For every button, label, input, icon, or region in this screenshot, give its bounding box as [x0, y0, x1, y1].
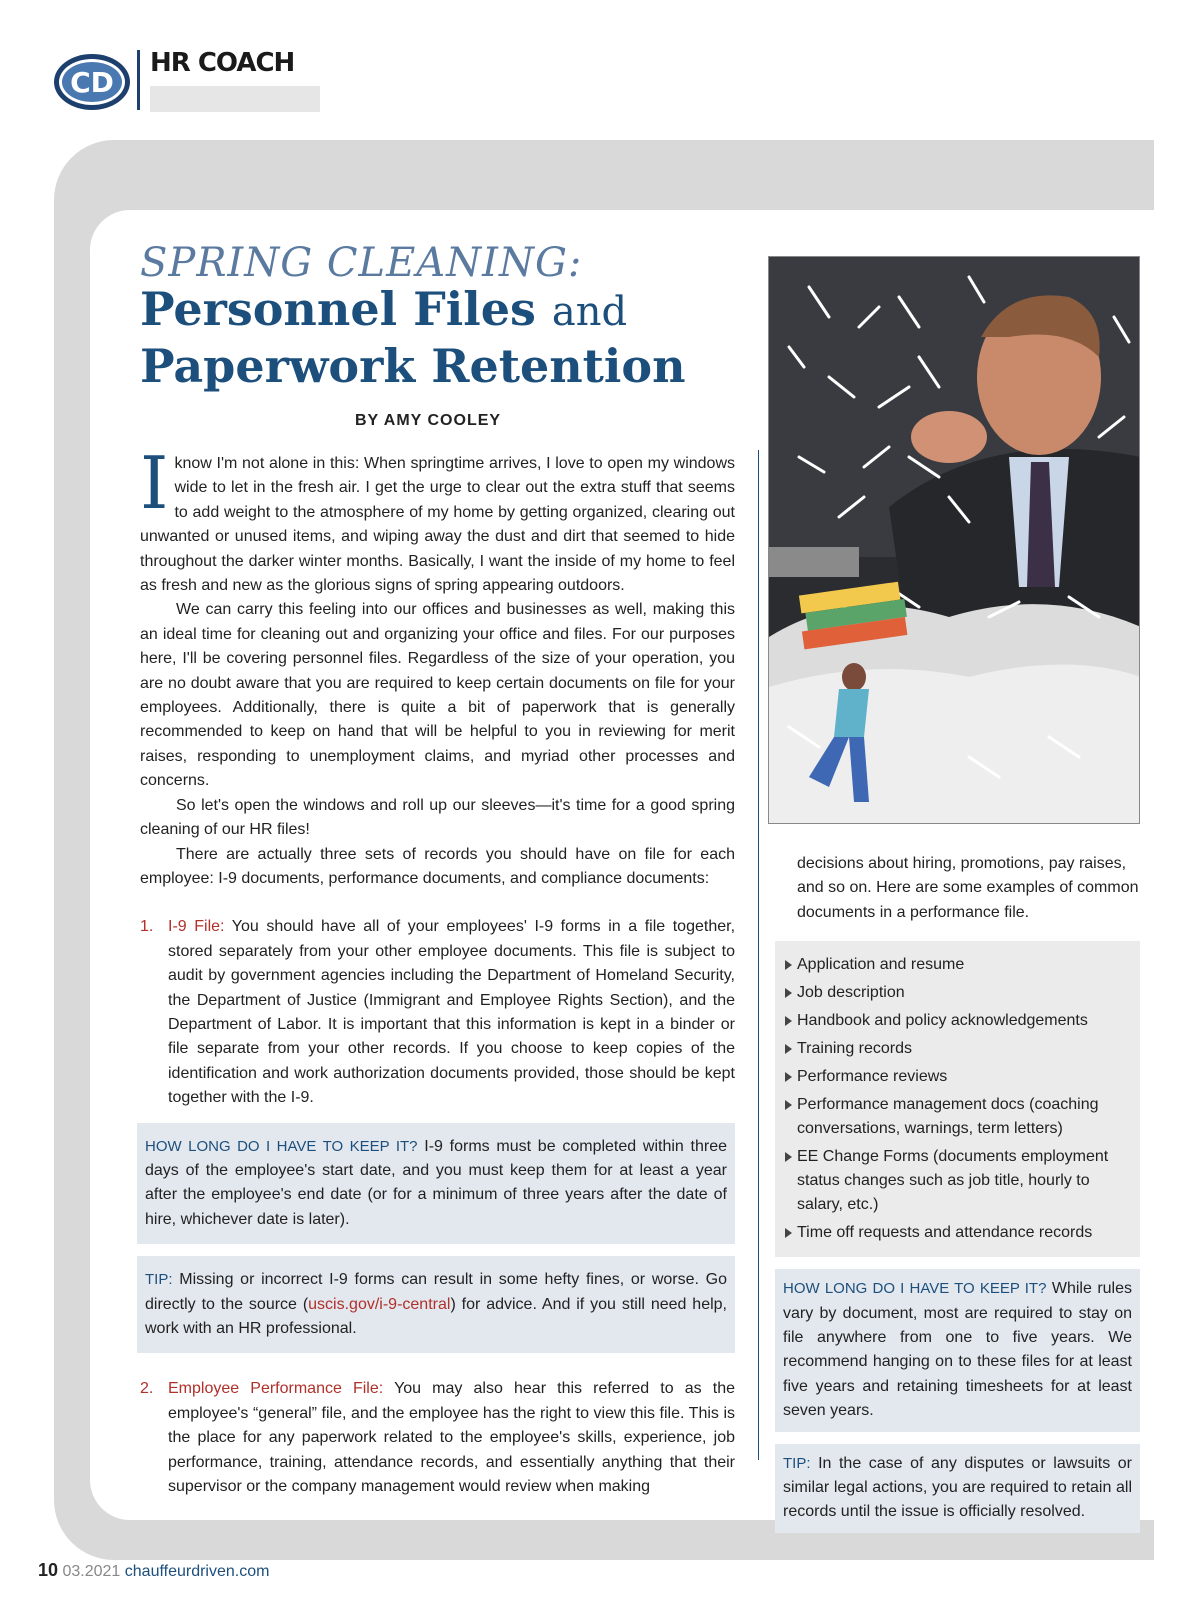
article-body-left: [140, 441, 736, 1499]
list-item: Performance reviews: [783, 1065, 1132, 1089]
article-photo: [768, 256, 1140, 824]
list-item-i9-file: [140, 915, 735, 1110]
tip-text: Missing or incorrect I-9 forms can result in some hefty fines, or worse. Go directly to the source (: [145, 1271, 727, 1313]
keep-duration-box-i9: [137, 1123, 735, 1245]
tip-box-i9: [137, 1256, 735, 1353]
website-link[interactable]: chauffeurdriven.com: [124, 1563, 270, 1580]
list-item: Training records: [783, 1037, 1132, 1061]
tip-text-after: ) for advice. And if you still need help, work with an HR professional.: [145, 1295, 727, 1337]
records-list-cont: [140, 1377, 735, 1499]
publication-logo: [52, 52, 132, 112]
page-number: 10: [38, 1560, 59, 1580]
article-body-right: [775, 852, 1140, 1533]
paragraph-3: So let's open the windows and roll up our sleeves—it's time for a good spring cleaning of our HR files!: [140, 796, 735, 839]
headline-and: and: [551, 289, 628, 335]
box-text: I-9 forms must be completed within three days of the employee's start date, and you must keep them for at least a year after the employee's end date (or for a minimum of three years after the date of hire, whichever date is later).: [145, 1137, 728, 1228]
tip-label: TIP:: [783, 1454, 811, 1472]
issue-date: 03.2021: [62, 1563, 121, 1580]
article-kicker: SPRING CLEANING:: [140, 240, 583, 286]
list-item-label: I-9 File:: [168, 918, 225, 936]
section-title: HR COACH: [150, 48, 295, 78]
box-label: HOW LONG DO I HAVE TO KEEP IT?: [145, 1137, 418, 1155]
list-item-text: You should have all of your employees' I-9 forms in a file together, stored separately from your other employee documents. This file is subject to audit by government agencies including the Department of Homeland Security, the Department of Justice (Immigrant and Employee Rights Section), and the Department of Labor. It is important that this information is kept in a binder or file separate from your other records. If you choose to keep copies of the identification and work authorization documents provided, those should be kept together with the I-9.: [168, 918, 736, 1107]
list-item-text: You may also hear this referred to as the employee's “general” file, and the employee has the right to view this file. This is the place for any paperwork related to the employee's skills, experience, job performance, training, attendance records, and essentially anything that their supervisor or the company management would review when making: [168, 1380, 736, 1496]
performance-docs-list: [775, 941, 1140, 1257]
box-label: HOW LONG DO I HAVE TO KEEP IT?: [783, 1280, 1047, 1298]
svg-text:CD: CD: [70, 66, 114, 99]
headline-part1: Personnel Files: [140, 282, 536, 336]
list-number: 2.: [140, 1380, 154, 1398]
headline-part2: Paperwork Retention: [140, 339, 686, 393]
list-item: Time off requests and attendance records: [783, 1221, 1132, 1245]
tip-text: In the case of any disputes or lawsuits or similar legal actions, you are required to retain all records until the issue is officially resolved.: [783, 1454, 1132, 1521]
list-item: Handbook and policy acknowledgements: [783, 1009, 1132, 1033]
page-footer: [38, 1560, 269, 1581]
list-item: EE Change Forms (documents employment status changes such as job title, hourly to salary, etc.): [783, 1145, 1132, 1217]
list-item-label: Employee Performance File:: [168, 1380, 384, 1398]
uscis-link[interactable]: uscis.gov/i-9-central: [308, 1295, 451, 1313]
section-bar: [150, 86, 320, 112]
column-divider: [758, 450, 759, 1460]
box-text: While rules vary by document, most are required to stay on file anywhere from one to five years. We recommend hanging on to these files for at least five years and retaining timesheets for at least seven years.: [783, 1280, 1133, 1420]
tip-label: TIP:: [145, 1271, 173, 1289]
performance-file-intro: decisions about hiring, promotions, pay raises, and so on. Here are some examples of common documents in a performance file.: [797, 855, 1139, 921]
keep-duration-box-performance: [775, 1269, 1140, 1431]
drop-cap: I: [140, 441, 169, 525]
list-number: 1.: [140, 918, 154, 936]
paragraph-1: Iknow I'm not alone in this: When springtime arrives, I love to open my windows wide to let in the fresh air. I get the urge to clear out the extra stuff that seems to add weight to the atmosphere of my home by getting organized, clearing out unwanted or unused items, and wiping away the dust and dirt that seemed to hide throughout the darker winter months. Basically, I want the inside of my home to feel as fresh and new as the glorious signs of spring appearing outdoors.: [140, 441, 735, 595]
list-item: Application and resume: [783, 953, 1132, 977]
list-item: Performance management docs (coaching conversations, warnings, term letters): [783, 1093, 1132, 1141]
byline: BY AMY COOLEY: [355, 412, 502, 429]
tip-box-performance: [775, 1444, 1140, 1533]
header-divider: [137, 50, 140, 110]
list-item-performance-file: [140, 1377, 735, 1499]
records-list: [140, 915, 735, 1110]
list-item: Job description: [783, 981, 1132, 1005]
article-headline: [140, 282, 760, 393]
paragraph-2: We can carry this feeling into our offices and businesses as well, making this an ideal time for cleaning out and organizing your office and files. For our purposes here, I'll be covering personnel files. Regardless of the size of your operation, you are no doubt aware that you are required to keep certain documents on file for your employees. Additionally, there is quite a bit of paperwork that is generally recommended to keep on hand that will be helpful to you in reviewing for merit raises, responding to unemployment claims, and myriad other processes and concerns.: [140, 601, 735, 790]
paragraph-4: There are actually three sets of records you should have on file for each employee: I-9 documents, performance documents, and compliance documents:: [140, 845, 735, 887]
